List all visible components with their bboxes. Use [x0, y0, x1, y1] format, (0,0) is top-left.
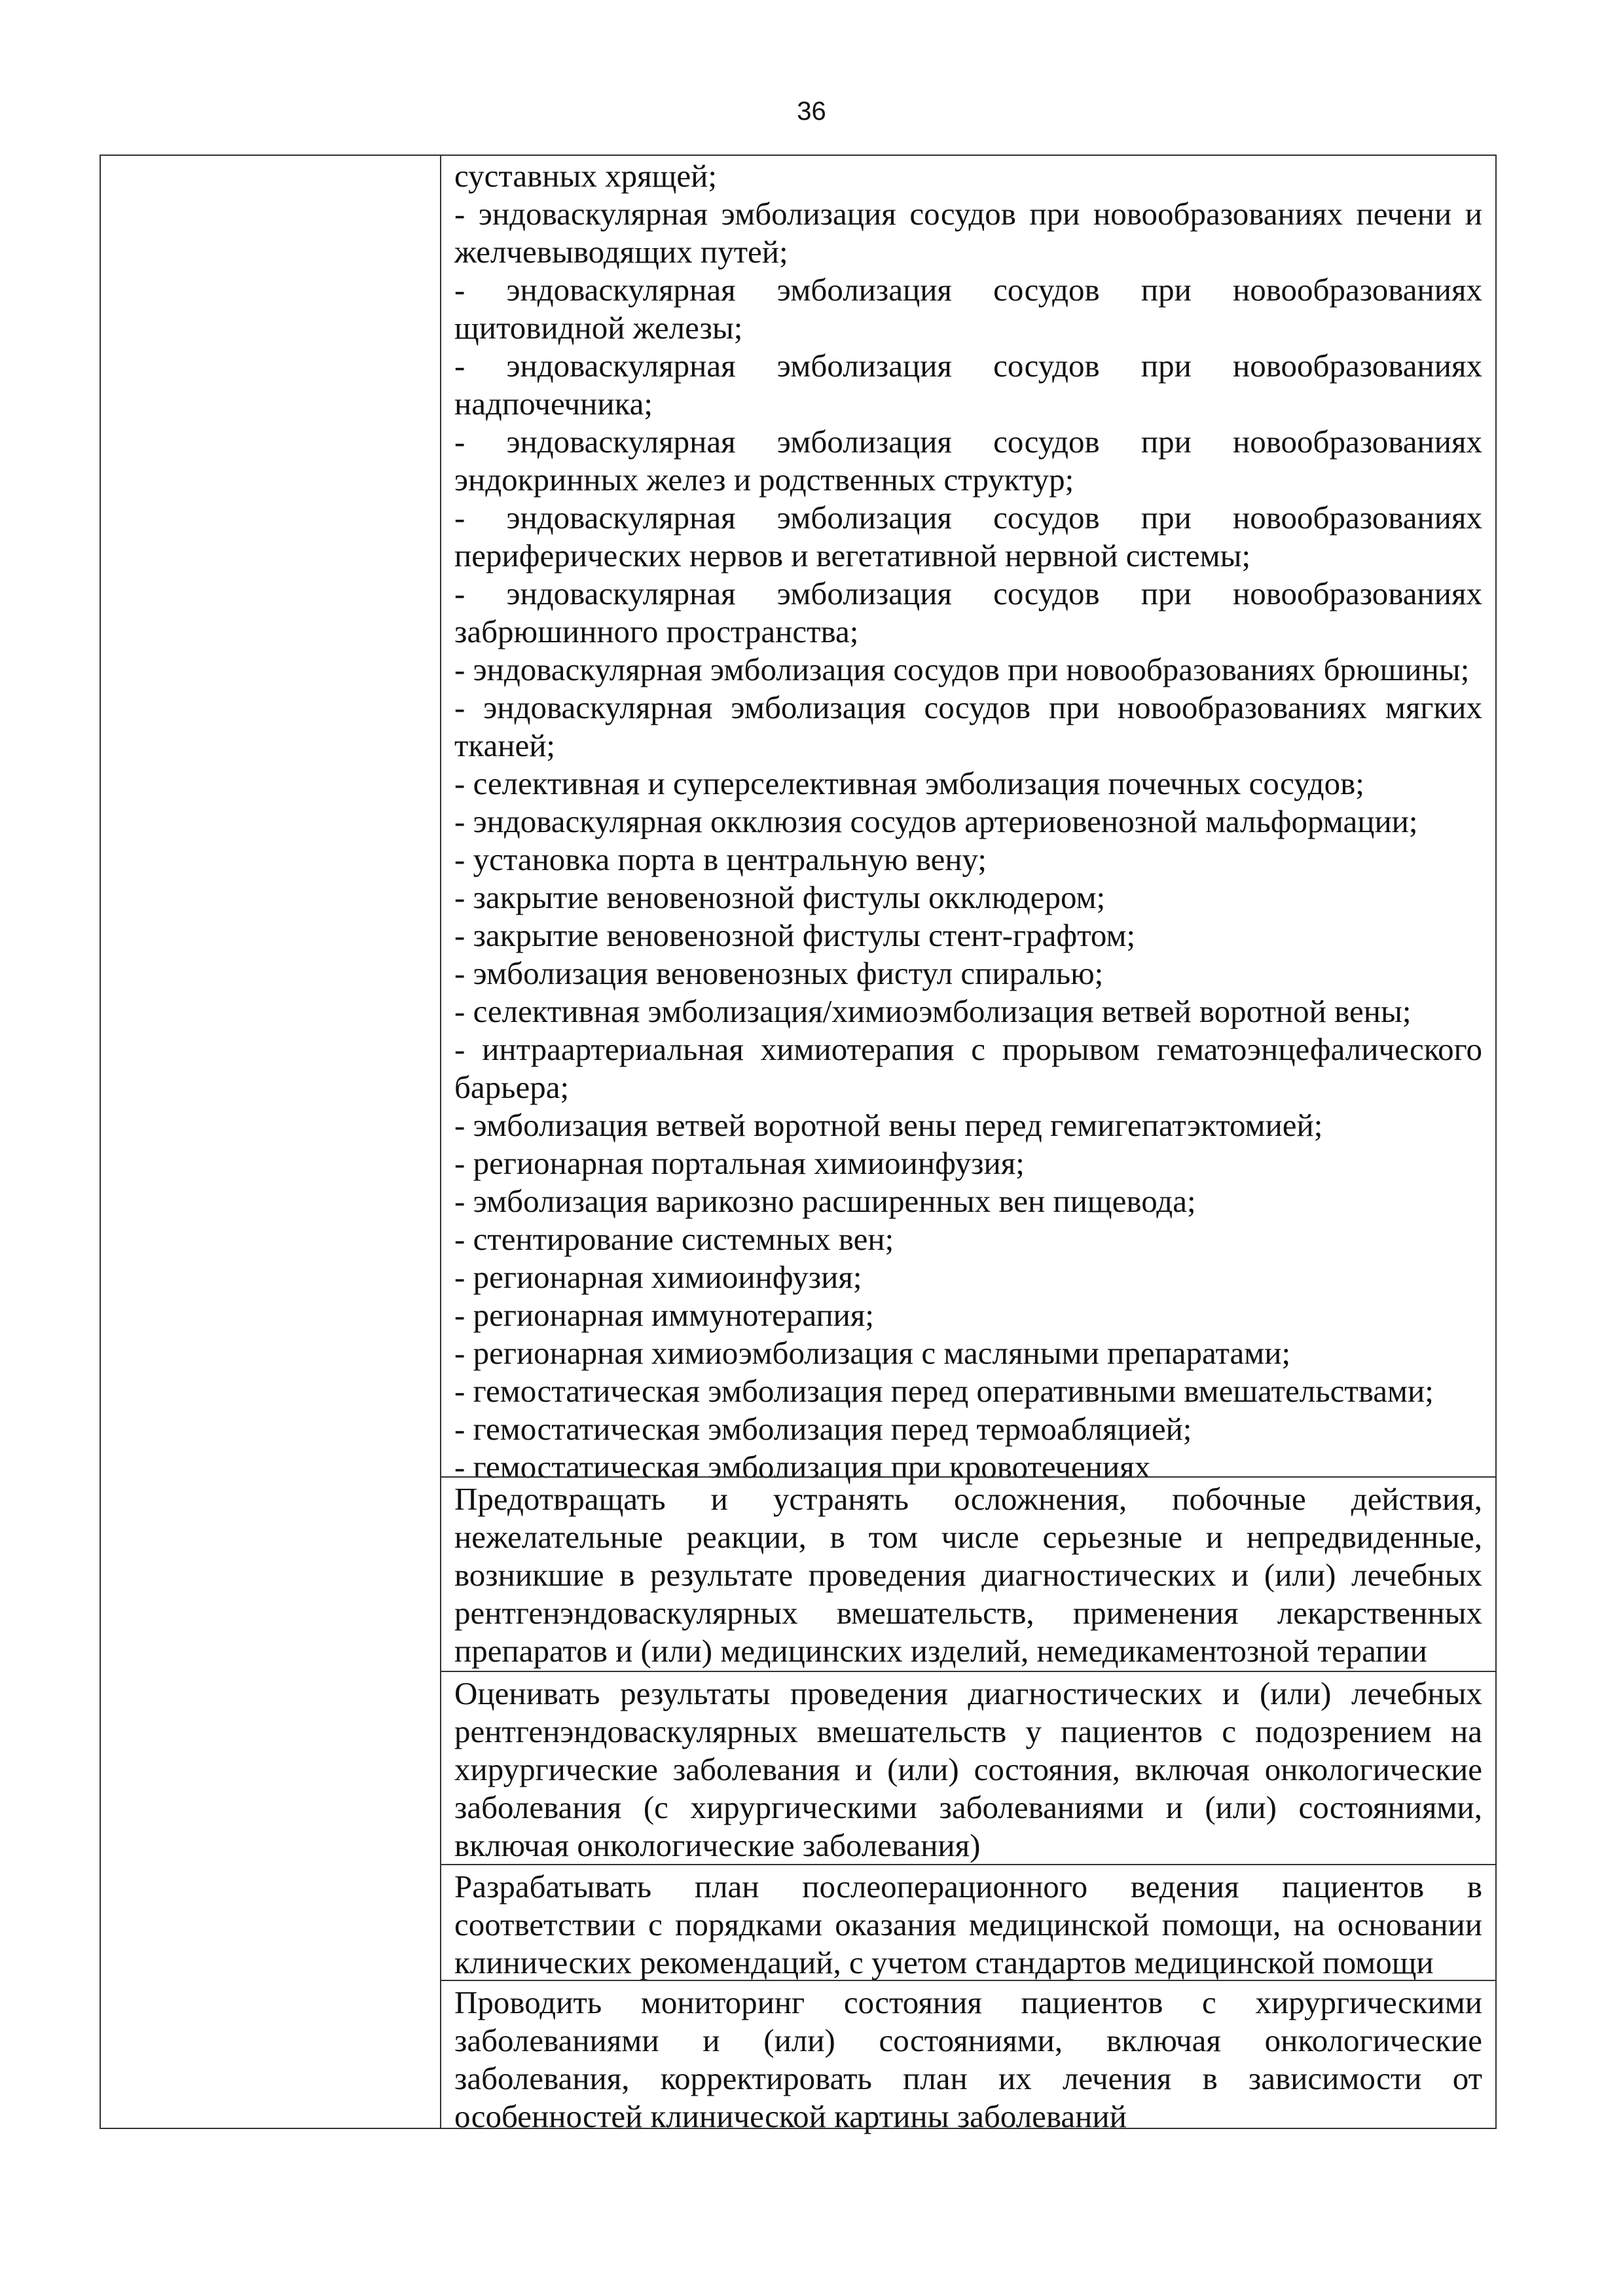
text-line: суставных хрящей;: [454, 158, 717, 194]
text-line: - стентирование системных вен;: [454, 1221, 894, 1257]
text-line: - эндоваскулярная эмболизация сосудов при новообразованиях печени и: [454, 196, 1482, 232]
text-line: хирургические заболевания и (или) состояния, включая онкологические: [454, 1751, 1482, 1787]
text-line: заболевания (с хирургическими заболеваниями и (или) состояниями,: [454, 1789, 1482, 1825]
text-line: - эмболизация варикозно расширенных вен пищевода;: [454, 1183, 1196, 1219]
text-line: Проводить мониторинг состояния пациентов с хирургическими: [454, 1984, 1482, 2020]
text-line: - гемостатическая эмболизация при кровотечениях: [454, 1449, 1151, 1485]
table-row-procedures-list: [441, 156, 1495, 1485]
text-line: периферических нервов и вегетативной нервной системы;: [454, 538, 1251, 574]
text-line: - селективная эмболизация/химиоэмболизация ветвей воротной вены;: [454, 993, 1412, 1029]
right-column: [441, 156, 1495, 2134]
text-line: - установка порта в центральную вену;: [454, 841, 987, 877]
text-line: щитовидной железы;: [454, 310, 743, 346]
text-line: - эндоваскулярная эмболизация сосудов при новообразованиях: [454, 272, 1482, 308]
text-line: - эндоваскулярная эмболизация сосудов при новообразованиях мягких: [454, 689, 1482, 725]
text-line: - регионарная портальная химиоинфузия;: [454, 1145, 1025, 1181]
page-number: 36: [797, 97, 826, 126]
text-line: Предотвращать и устранять осложнения, побочные действия,: [454, 1481, 1482, 1517]
text-line: заболевания, корректировать план их лечения в зависимости от: [454, 2060, 1482, 2096]
text-line: тканей;: [454, 727, 556, 763]
table-row-prevent-complications: [441, 1476, 1495, 1671]
text-line: забрюшинного пространства;: [454, 613, 859, 649]
table-row-monitoring: [441, 1980, 1495, 2134]
text-line: - эмболизация ветвей воротной вены перед гемигепатэктомией;: [454, 1107, 1323, 1143]
text-line: - регионарная иммунотерапия;: [454, 1297, 875, 1333]
text-line: - эндоваскулярная эмболизация сосудов при новообразованиях брюшины;: [454, 651, 1470, 687]
text-line: желчевыводящих путей;: [454, 234, 788, 270]
competency-table: [100, 155, 1497, 2134]
text-line: - эмболизация веновенозных фистул спиралью;: [454, 955, 1104, 991]
table-row-evaluate-results: [441, 1671, 1495, 1864]
text-line: - закрытие веновенозной фистулы стент-графтом;: [454, 917, 1136, 953]
text-line: - эндоваскулярная эмболизация сосудов при новообразованиях: [454, 424, 1482, 460]
text-line: включая онкологические заболевания): [454, 1827, 981, 1863]
text-line: - эндоваскулярная эмболизация сосудов при новообразованиях: [454, 500, 1482, 536]
text-line: - эндоваскулярная эмболизация сосудов при новообразованиях: [454, 348, 1482, 384]
table-row-postoperative-plan: [441, 1864, 1495, 1980]
left-column-cell: [101, 156, 441, 2128]
text-line: препаратов и (или) медицинских изделий, немедикаментозной терапии: [454, 1633, 1427, 1669]
text-line: - интраартериальная химиотерапия с прорывом гематоэнцефалического: [454, 1031, 1482, 1067]
text-line: барьера;: [454, 1069, 570, 1105]
text-line: особенностей клинической картины заболеваний: [454, 2098, 1127, 2134]
text-line: нежелательные реакции, в том числе серьезные и непредвиденные,: [454, 1519, 1482, 1555]
text-line: - гемостатическая эмболизация перед оперативными вмешательствами;: [454, 1373, 1434, 1409]
text-line: рентгенэндоваскулярных вмешательств у пациентов с подозрением на: [454, 1713, 1482, 1749]
text-line: эндокринных желез и родственных структур;: [454, 462, 1074, 498]
text-line: - гемостатическая эмболизация перед термоабляцией;: [454, 1411, 1192, 1447]
text-line: Разрабатывать план послеоперационного ведения пациентов в: [454, 1868, 1482, 1904]
text-line: соответствии с порядками оказания медицинской помощи, на основании: [454, 1906, 1482, 1942]
text-line: Оценивать результаты проведения диагностических и (или) лечебных: [454, 1675, 1482, 1711]
text-line: возникшие в результате проведения диагностических и (или) лечебных: [454, 1557, 1482, 1593]
text-line: - эндоваскулярная эмболизация сосудов при новообразованиях: [454, 575, 1482, 611]
text-line: надпочечника;: [454, 386, 653, 422]
text-line: - эндоваскулярная окклюзия сосудов артериовенозной мальформации;: [454, 803, 1418, 839]
text-line: - селективная и суперселективная эмболизация почечных сосудов;: [454, 765, 1364, 801]
text-line: рентгенэндоваскулярных вмешательств, применения лекарственных: [454, 1595, 1482, 1631]
text-line: - регионарная химиоэмболизация с масляными препаратами;: [454, 1335, 1291, 1371]
text-line: - закрытие веновенозной фистулы окклюдером;: [454, 879, 1106, 915]
text-line: - регионарная химиоинфузия;: [454, 1259, 862, 1295]
text-line: заболеваниями и (или) состояниями, включая онкологические: [454, 2022, 1482, 2058]
text-line: клинических рекомендаций, с учетом стандартов медицинской помощи: [454, 1944, 1434, 1980]
